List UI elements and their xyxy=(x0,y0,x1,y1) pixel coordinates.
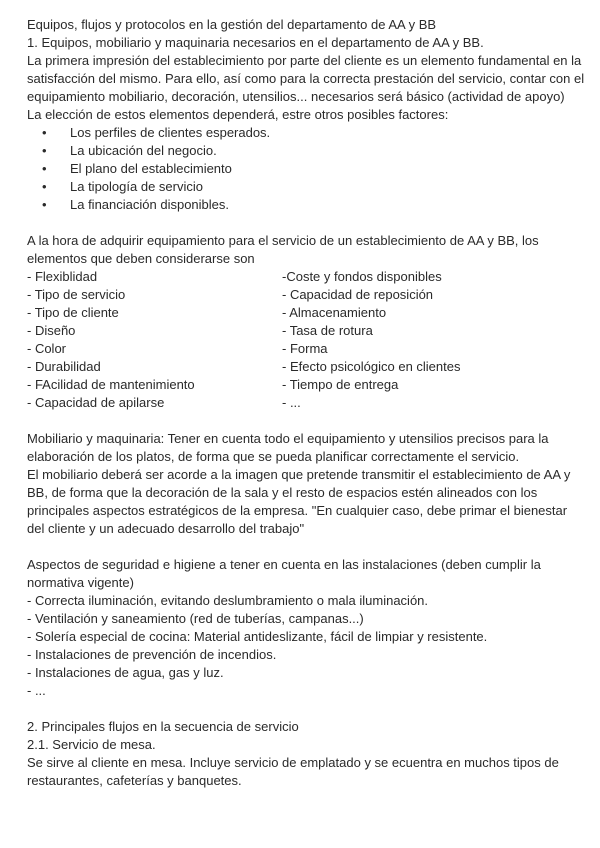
elements-right-item: - ... xyxy=(282,395,301,410)
elements-left-item: - Color xyxy=(27,341,67,356)
bullet-icon: • xyxy=(42,179,47,194)
elements-left-item: - Tipo de servicio xyxy=(27,287,126,302)
elements-right-item: - Tiempo de entrega xyxy=(282,377,399,392)
safety-item: - Correcta iluminación, evitando deslumbramiento o mala iluminación. xyxy=(27,593,429,608)
safety-item: - Instalaciones de agua, gas y luz. xyxy=(27,665,224,680)
factors-intro: La elección de estos elementos dependerá, estre otros posibles factores: xyxy=(27,107,449,122)
elements-right-item: - Almacenamiento xyxy=(282,305,387,320)
bullet-icon: • xyxy=(42,197,47,212)
elements-left-item: - Durabilidad xyxy=(27,359,101,374)
list-item-text: Los perfiles de clientes esperados. xyxy=(70,125,271,140)
section-2-heading: 2. Principales flujos en la secuencia de servicio xyxy=(27,719,299,734)
section-2-1-heading: 2.1. Servicio de mesa. xyxy=(27,737,156,752)
section-1-heading: 1. Equipos, mobiliario y maquinaria necesarios en el departamento de AA y BB. xyxy=(27,35,484,50)
bullet-icon: • xyxy=(42,125,47,140)
safety-item: - ... xyxy=(27,683,46,698)
list-item xyxy=(27,142,587,160)
elements-right-item: - Forma xyxy=(282,341,328,356)
section-2-1-paragraph: Se sirve al cliente en mesa. Incluye servicio de emplatado y se ecuentra en muchos tipos de restaurantes, cafeterías y banquetes. xyxy=(27,755,559,788)
safety-item: - Ventilación y saneamiento (red de tuberías, campanas...) xyxy=(27,611,364,626)
bullet-icon: • xyxy=(42,161,47,176)
intro-paragraph: La primera impresión del establecimiento por parte del cliente es un elemento fundamental en la satisfacción del mismo. Para ello, así como para la correcta prestación del servicio, contar con el equipamiento mobiliario, decoración, utensilios... necesarios será básico (actividad de apoyo) xyxy=(27,53,585,104)
elements-right-item: - Tasa de rotura xyxy=(282,323,373,338)
factors-list xyxy=(27,124,587,214)
document-title: Equipos, flujos y protocolos en la gestión del departamento de AA y BB xyxy=(27,17,437,32)
elements-left-item: - Tipo de cliente xyxy=(27,305,119,320)
spacer xyxy=(27,412,587,430)
elements-right-item: - Efecto psicológico en clientes xyxy=(282,359,461,374)
list-item-text: El plano del establecimiento xyxy=(70,161,232,176)
elements-left-item: - Capacidad de apilarse xyxy=(27,395,165,410)
list-item xyxy=(27,160,587,178)
elements-left-item: - Diseño xyxy=(27,323,76,338)
mobiliario-paragraph-2: El mobiliario deberá ser acorde a la imagen que pretende transmitir el establecimiento de AA y BB, de forma que la decoración de la sala y el resto de espacios estén alineados con los principales aspectos estratégicos de la empresa. "En cualquier caso, debe primar el bienestar del cliente y un adecuado desarrollo del trabajo" xyxy=(27,467,571,536)
mobiliario-paragraph-1: Mobiliario y maquinaria: Tener en cuenta todo el equipamiento y utensilios precisos para la elaboración de los platos, de forma que se pueda planificar correctamente el servicio. xyxy=(27,431,549,464)
spacer xyxy=(27,700,587,718)
spacer xyxy=(27,214,587,232)
elements-intro: A la hora de adquirir equipamiento para el servicio de un establecimiento de AA y BB, los elementos que deben considerarse son xyxy=(27,233,539,266)
elements-left-item: - Flexiblidad xyxy=(27,269,98,284)
list-item-text: La ubicación del negocio. xyxy=(70,143,217,158)
spacer xyxy=(27,538,587,556)
bullet-icon: • xyxy=(42,143,47,158)
list-item-text: La financiación disponibles. xyxy=(70,197,229,212)
document-page xyxy=(27,16,587,790)
elements-left-item: - FAcilidad de mantenimiento xyxy=(27,377,195,392)
elements-two-column-list xyxy=(27,268,587,412)
list-item xyxy=(27,124,587,142)
safety-item: - Solería especial de cocina: Material antideslizante, fácil de limpiar y resistente. xyxy=(27,629,488,644)
list-item xyxy=(27,178,587,196)
safety-item: - Instalaciones de prevención de incendios. xyxy=(27,647,277,662)
elements-right-item: -Coste y fondos disponibles xyxy=(282,269,442,284)
safety-intro: Aspectos de seguridad e higiene a tener en cuenta en las instalaciones (deben cumplir la normativa vigente) xyxy=(27,557,541,590)
list-item xyxy=(27,196,587,214)
elements-right-item: - Capacidad de reposición xyxy=(282,287,434,302)
list-item-text: La tipología de servicio xyxy=(70,179,203,194)
